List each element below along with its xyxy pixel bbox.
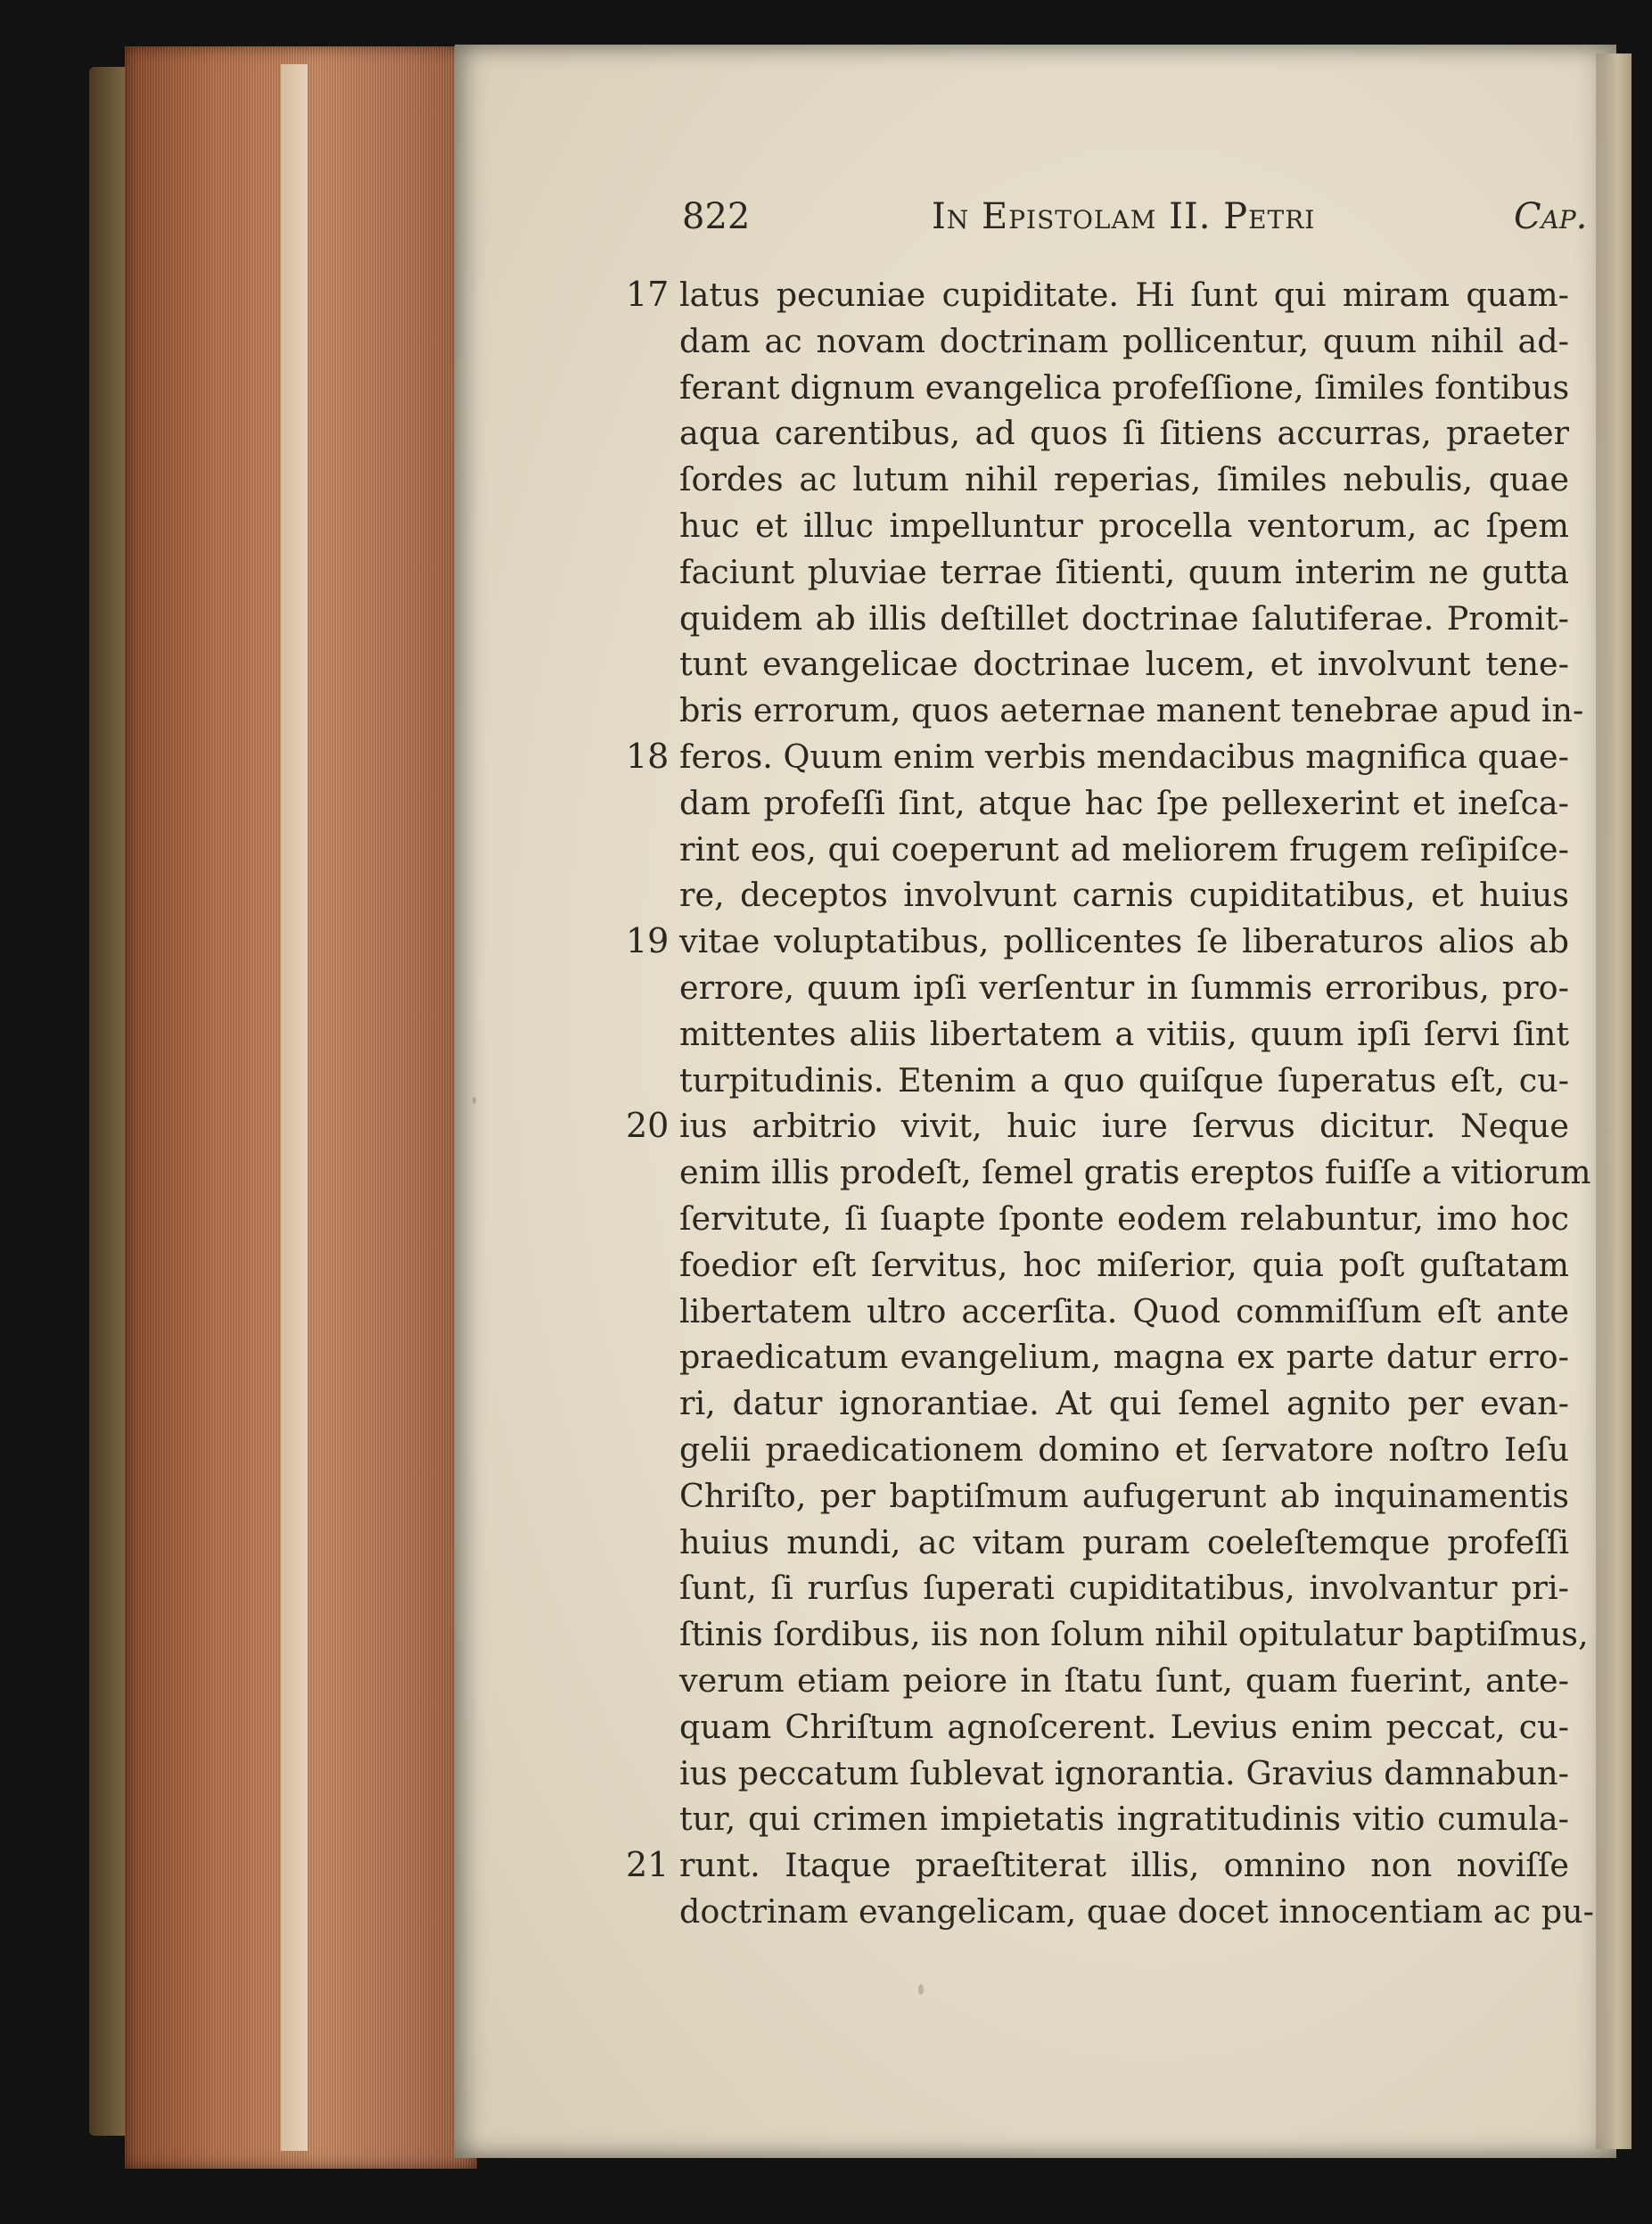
line-text: Chriſto, per baptiſmum aufugerunt ab inquinamentis <box>679 1476 1569 1515</box>
page-block-inner-edge <box>281 64 308 2151</box>
line-text: enim illis prodeſt, ſemel gratis ereptos fuiſſe a vitiorum <box>679 1153 1591 1192</box>
line-text: quam Chriſtum agnoſcerent. Levius enim peccat, cu- <box>679 1707 1569 1746</box>
text-line <box>626 734 1569 780</box>
text-line <box>669 827 1569 873</box>
line-text: vitae voluptatibus, pollicentes ſe liberaturos alios ab <box>679 922 1569 961</box>
text-line <box>669 1658 1569 1704</box>
text-line <box>669 1889 1594 1935</box>
paper-speck <box>473 1097 476 1104</box>
text-line <box>669 688 1584 734</box>
text-line <box>669 1611 1589 1658</box>
chapter-marker: Cap. <box>1514 196 1588 237</box>
text-line <box>669 549 1569 596</box>
text-line <box>626 272 1569 318</box>
line-text: bris errorum, quos aeternae manent tenebrae apud in- <box>679 691 1584 730</box>
verse-number: 19 <box>626 921 670 961</box>
line-text: verum etiam peiore in ſtatu ſunt, quam fuerint, ante- <box>679 1660 1569 1700</box>
text-line <box>669 503 1569 549</box>
line-text: tur, qui crimen impietatis ingratitudinis vitio cumula- <box>679 1800 1569 1839</box>
line-text: rint eos, qui coeperunt ad meliorem frugem reſipiſce- <box>679 829 1569 869</box>
text-line <box>669 365 1569 411</box>
text-line <box>669 318 1569 365</box>
text-line <box>669 1796 1569 1842</box>
line-text: ſtinis ſordibus, iis non ſolum nihil opitulatur baptiſmus, <box>679 1615 1589 1654</box>
line-text: turpitudinis. Etenim a quo quiſque ſuperatus eſt, cu- <box>679 1060 1569 1100</box>
line-text: doctrinam evangelicam, quae docet innocentiam ac pu- <box>679 1891 1594 1931</box>
line-text: ſordes ac lutum nihil reperias, ſimiles nebulis, quae <box>679 460 1569 499</box>
verse-number: 20 <box>626 1106 670 1146</box>
line-text: feros. Quum enim verbis mendacibus magnifica quae- <box>679 737 1569 776</box>
text-line <box>669 457 1569 503</box>
text-line <box>669 872 1569 918</box>
line-text: ſervitute, ſi ſuapte ſponte eodem relabuntur, imo hoc <box>679 1198 1569 1238</box>
running-title: In Epistolam II. Petri <box>932 196 1316 237</box>
text-line <box>669 596 1569 642</box>
line-text: libertatem ultro accerſita. Quod commiſſum eſt ante <box>679 1291 1569 1330</box>
text-line <box>626 1842 1569 1889</box>
line-text: quidem ab illis deſtillet doctrinae ſalutiferae. Promit- <box>679 598 1569 638</box>
verse-number: 18 <box>626 736 670 776</box>
page-gutter-shadow <box>1596 54 1631 2149</box>
verse-number: 17 <box>626 275 670 314</box>
line-text: runt. Itaque praeſtiterat illis, omnino non noviſſe <box>679 1846 1569 1885</box>
line-text: errore, quum ipſi verſentur in ſummis erroribus, pro- <box>679 968 1569 1007</box>
text-line <box>669 1242 1569 1289</box>
text-line <box>626 1103 1569 1149</box>
text-line <box>669 1750 1569 1797</box>
line-text: latus pecuniae cupiditate. Hi ſunt qui miram quam- <box>679 276 1569 314</box>
paper-speck <box>918 1984 924 1995</box>
text-line <box>669 965 1569 1011</box>
page-number: 822 <box>682 196 751 237</box>
text-line <box>669 410 1569 457</box>
line-text: dam ac novam doctrinam pollicentur, quum nihil ad- <box>679 321 1569 360</box>
book-page <box>455 45 1616 2158</box>
line-text: ius arbitrio vivit, huic iure ſervus dicitur. Neque <box>679 1107 1569 1146</box>
text-line <box>669 1704 1569 1750</box>
line-text: ferant dignum evangelica profeſſione, ſimiles fontibus <box>679 367 1570 407</box>
text-line <box>669 1011 1569 1058</box>
text-line <box>669 641 1569 688</box>
text-line <box>669 780 1569 827</box>
running-header <box>455 196 1616 250</box>
text-line <box>669 1473 1569 1520</box>
line-text: re, deceptos involvunt carnis cupiditatibus, et huius <box>679 876 1569 915</box>
line-text: ius peccatum ſublevat ignorantia. Gravius damnabun- <box>679 1753 1569 1792</box>
line-text: tunt evangelicae doctrinae lucem, et involvunt tene- <box>679 645 1569 684</box>
line-text: huc et illuc impelluntur procella ventorum, ac ſpem <box>679 506 1569 545</box>
text-line <box>669 1334 1569 1380</box>
text-line <box>669 1520 1569 1566</box>
line-text: praedicatum evangelium, magna ex parte datur erro- <box>679 1338 1569 1377</box>
line-text: aqua carentibus, ad quos ſi ſitiens accurras, praeter <box>679 414 1569 453</box>
text-line <box>669 1058 1569 1104</box>
text-line <box>669 1149 1591 1196</box>
line-text: foedior eſt ſervitus, hoc miſerior, quia poſt guſtatam <box>679 1245 1569 1284</box>
text-line <box>669 1380 1569 1427</box>
text-line <box>669 1289 1569 1335</box>
body-text <box>626 272 1594 1935</box>
line-text: huius mundi, ac vitam puram coeleſtemque profeſſi <box>679 1522 1569 1561</box>
text-line <box>669 1565 1569 1611</box>
text-line <box>669 1427 1569 1473</box>
text-line <box>626 918 1569 965</box>
line-text: gelii praedicationem domino et ſervatore noſtro Ieſu <box>679 1429 1569 1469</box>
line-text: dam profeſſi ſint, atque hac ſpe pellexerint et ineſca- <box>679 783 1569 822</box>
line-text: mittentes aliis libertatem a vitiis, quum ipſi ſervi ſint <box>679 1014 1569 1053</box>
line-text: ſunt, ſi rurſus ſuperati cupiditatibus, involvantur pri- <box>679 1569 1569 1608</box>
text-line <box>669 1196 1569 1242</box>
line-text: ri, datur ignorantiae. At qui ſemel agnito per evan- <box>679 1384 1569 1423</box>
line-text: faciunt pluviae terrae ſitienti, quum interim ne gutta <box>679 552 1569 591</box>
verse-number: 21 <box>626 1845 670 1885</box>
